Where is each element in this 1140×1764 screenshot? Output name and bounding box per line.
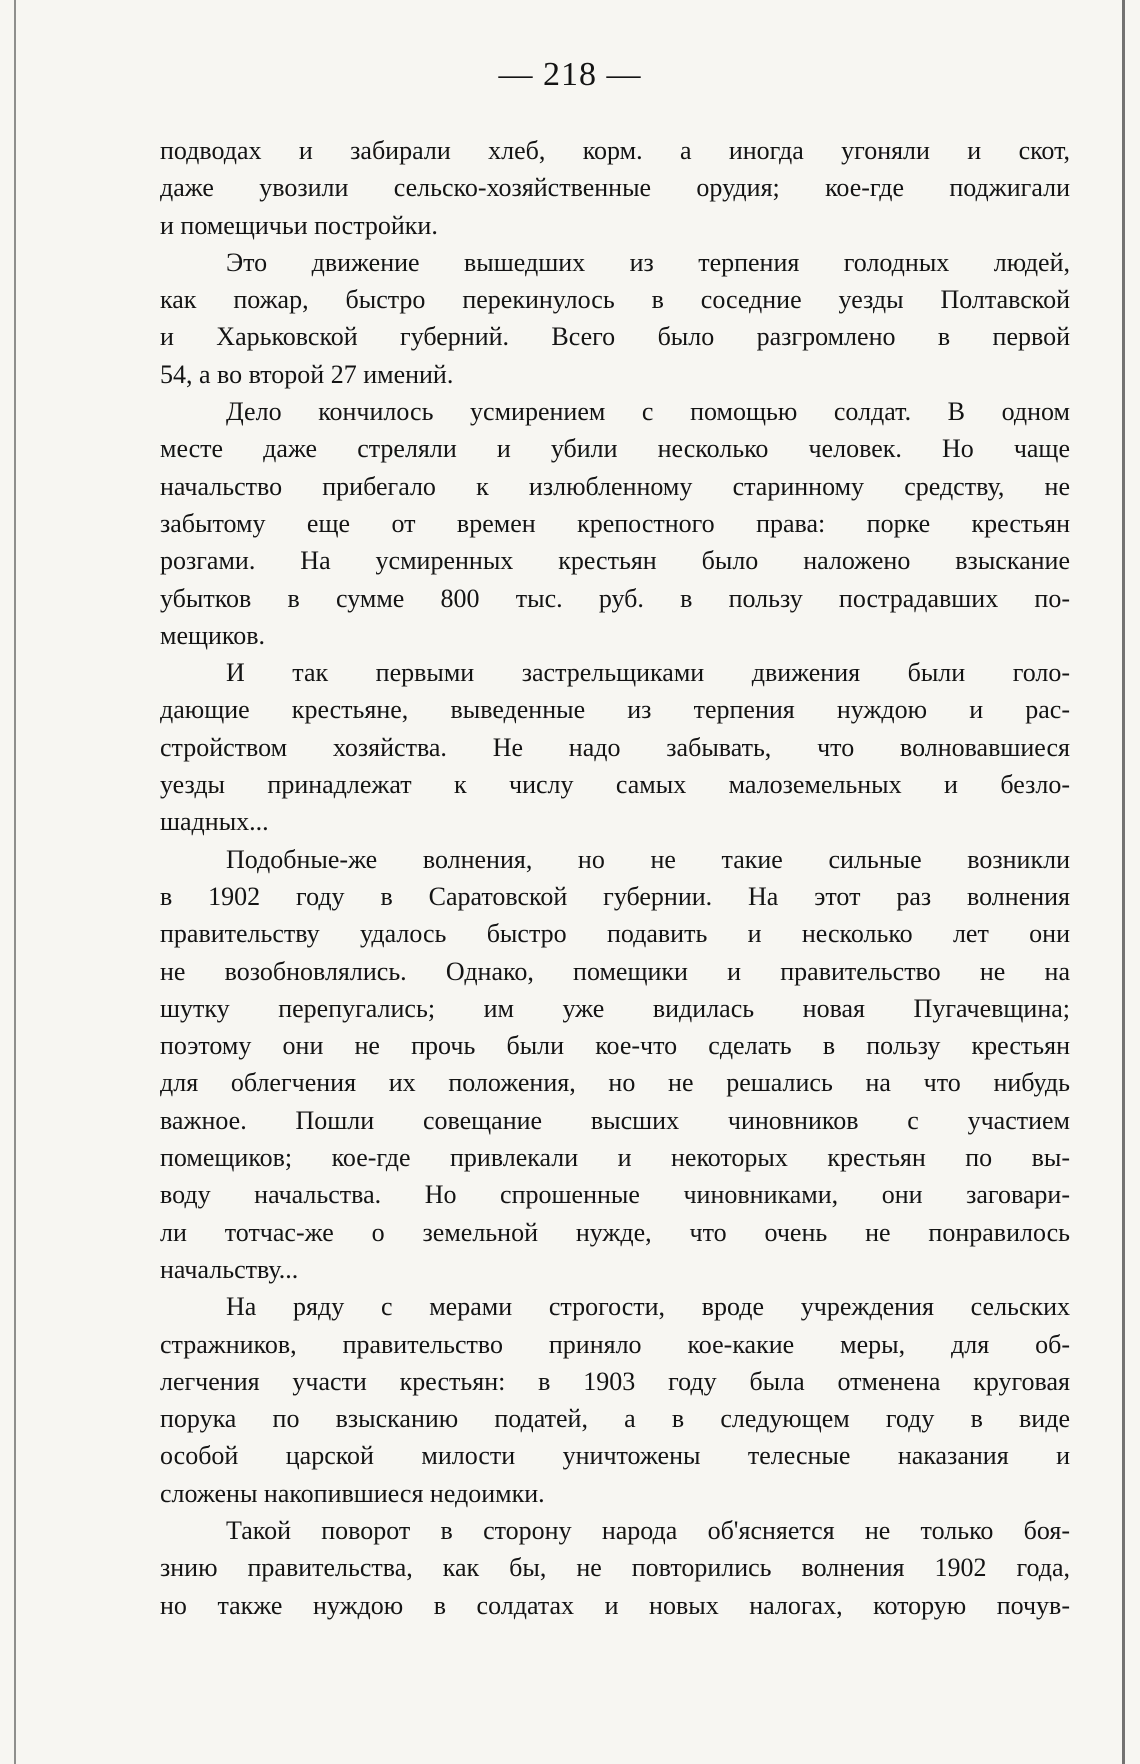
text-line: Это движение вышедших из терпения голодных людей, [226,247,1070,277]
text-line: и помещичьи постройки. [160,210,438,240]
text-line: Дело кончилось усмирением с помощью солдат. В одном [226,397,1070,427]
text-line: шутку перепугались; им уже видилась новая Пугачевщина; [160,993,1070,1023]
text-line: поэтому они не прочь были кое-что сделать в пользу крестьян [160,1031,1070,1061]
text-line: и Харьковской губерний. Всего было разгромлено в первой [160,322,1070,352]
text-line: На ряду с мерами строгости, вроде учреждения сельских [226,1292,1070,1322]
text-line: стражников, правительство приняло кое-какие меры, для об- [160,1329,1070,1359]
text-line: уезды принадлежат к числу самых малоземельных и безло- [160,770,1070,800]
text-line: знию правительства, как бы, не повторились волнения 1902 года, [160,1553,1070,1583]
body-text [160,132,1070,1624]
text-line: забытому еще от времен крепостного права: порке крестьян [160,508,1070,538]
text-line: сложены накопившиеся недоимки. [160,1478,545,1508]
scan-left-edge [14,0,16,1764]
text-line: месте даже стреляли и убили несколько человек. Но чаще [160,434,1070,464]
text-line: Такой поворот в сторону народа об'ясняется не только боя- [226,1515,1070,1545]
text-line: ли тотчас-же о земельной нужде, что очень не понравилось [160,1217,1070,1247]
text-line: розгами. На усмиренных крестьян было наложено взыскание [160,546,1070,576]
scan-right-edge [1122,0,1125,1764]
text-line: мещиков. [160,620,266,650]
text-line: легчения участи крестьян: в 1903 году была отменена круговая [160,1366,1070,1396]
text-line: И так первыми застрельщиками движения были голо- [226,658,1070,688]
text-line: начальству... [160,1254,299,1284]
text-line: Подобные-же волнения, но не такие сильные возникли [226,844,1070,874]
text-line: подводах и забирали хлеб, корм. а иногда угоняли и скот, [160,136,1070,165]
text-line: шадных... [160,807,269,837]
text-line: убытков в сумме 800 тыс. руб. в пользу пострадавших по- [160,583,1070,613]
text-line: порука по взысканию податей, а в следующем году в виде [160,1404,1070,1434]
text-line: даже увозили сельско-хозяйственные орудия; кое-где поджигали [160,173,1070,203]
text-line: в 1902 году в Саратовской губернии. На этот раз волнения [160,881,1070,911]
page-number: — 218 — [498,56,642,93]
text-line: начальство прибегало к излюбленному старинному средству, не [160,471,1070,501]
text-line: как пожар, быстро перекинулось в соседние уезды Полтавской [160,285,1070,315]
text-line: стройством хозяйства. Не надо забывать, что волновавшиеся [160,732,1070,762]
text-line: 54, а во второй 27 имений. [160,359,454,389]
text-line: для облегчения их положения, но не решались на что нибудь [160,1068,1070,1098]
text-line: важное. Пошли совещание высших чиновников с участием [160,1105,1070,1135]
text-line: помещиков; кое-где привлекали и некоторых крестьян по вы- [160,1143,1070,1173]
text-line: не возобновлялись. Однако, помещики и правительство не на [160,956,1070,986]
text-line: дающие крестьяне, выведенные из терпения нуждою и рас- [160,695,1070,725]
text-line: особой царской милости уничтожены телесные наказания и [160,1441,1070,1471]
text-line: правительству удалось быстро подавить и несколько лет они [160,919,1070,949]
text-line: но также нуждою в солдатах и новых налогах, которую почув- [160,1590,1070,1620]
text-line: воду начальства. Но спрошенные чиновниками, они заговари- [160,1180,1070,1210]
